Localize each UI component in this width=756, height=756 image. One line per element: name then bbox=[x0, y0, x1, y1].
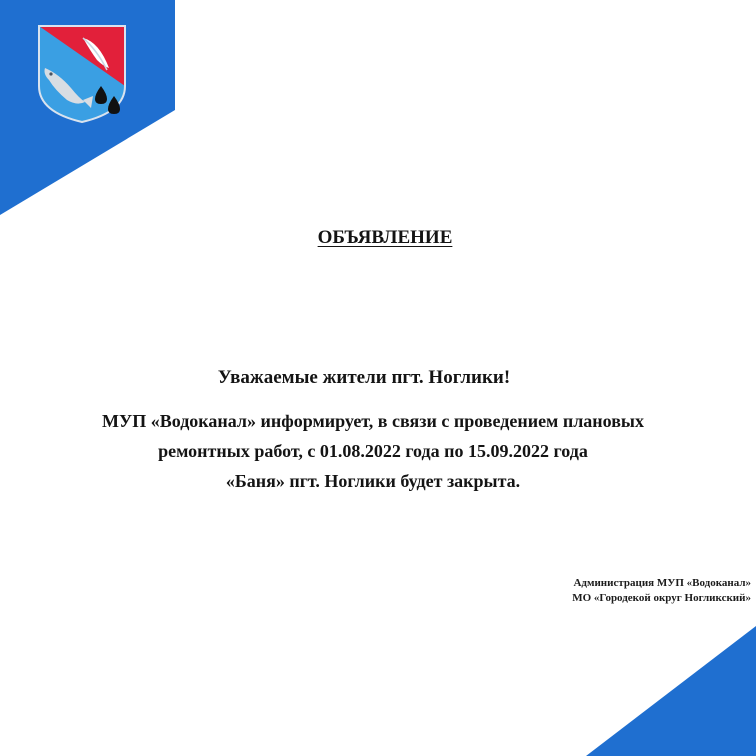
signature-line-2: МО «Городекой округ Ногликский» bbox=[572, 592, 751, 604]
signature-line-1: Администрация МУП «Водоканал» bbox=[573, 577, 751, 589]
document-title: ОБЪЯВЛЕНИЕ bbox=[317, 227, 453, 248]
coat-of-arms-icon bbox=[37, 24, 127, 124]
signature-block bbox=[572, 576, 751, 606]
announcement-body bbox=[20, 406, 726, 496]
body-line-2: ремонтных работ, с 01.08.2022 года по 15.09.2022 года bbox=[158, 441, 588, 461]
corner-decoration-bottom-right bbox=[586, 626, 756, 756]
greeting: Уважаемые жители пгт. Ноглики! bbox=[217, 367, 511, 388]
body-line-3: «Баня» пгт. Ноглики будет закрыта. bbox=[225, 471, 521, 491]
body-line-1: МУП «Водоканал» информирует, в связи с проведением плановых bbox=[102, 411, 644, 431]
